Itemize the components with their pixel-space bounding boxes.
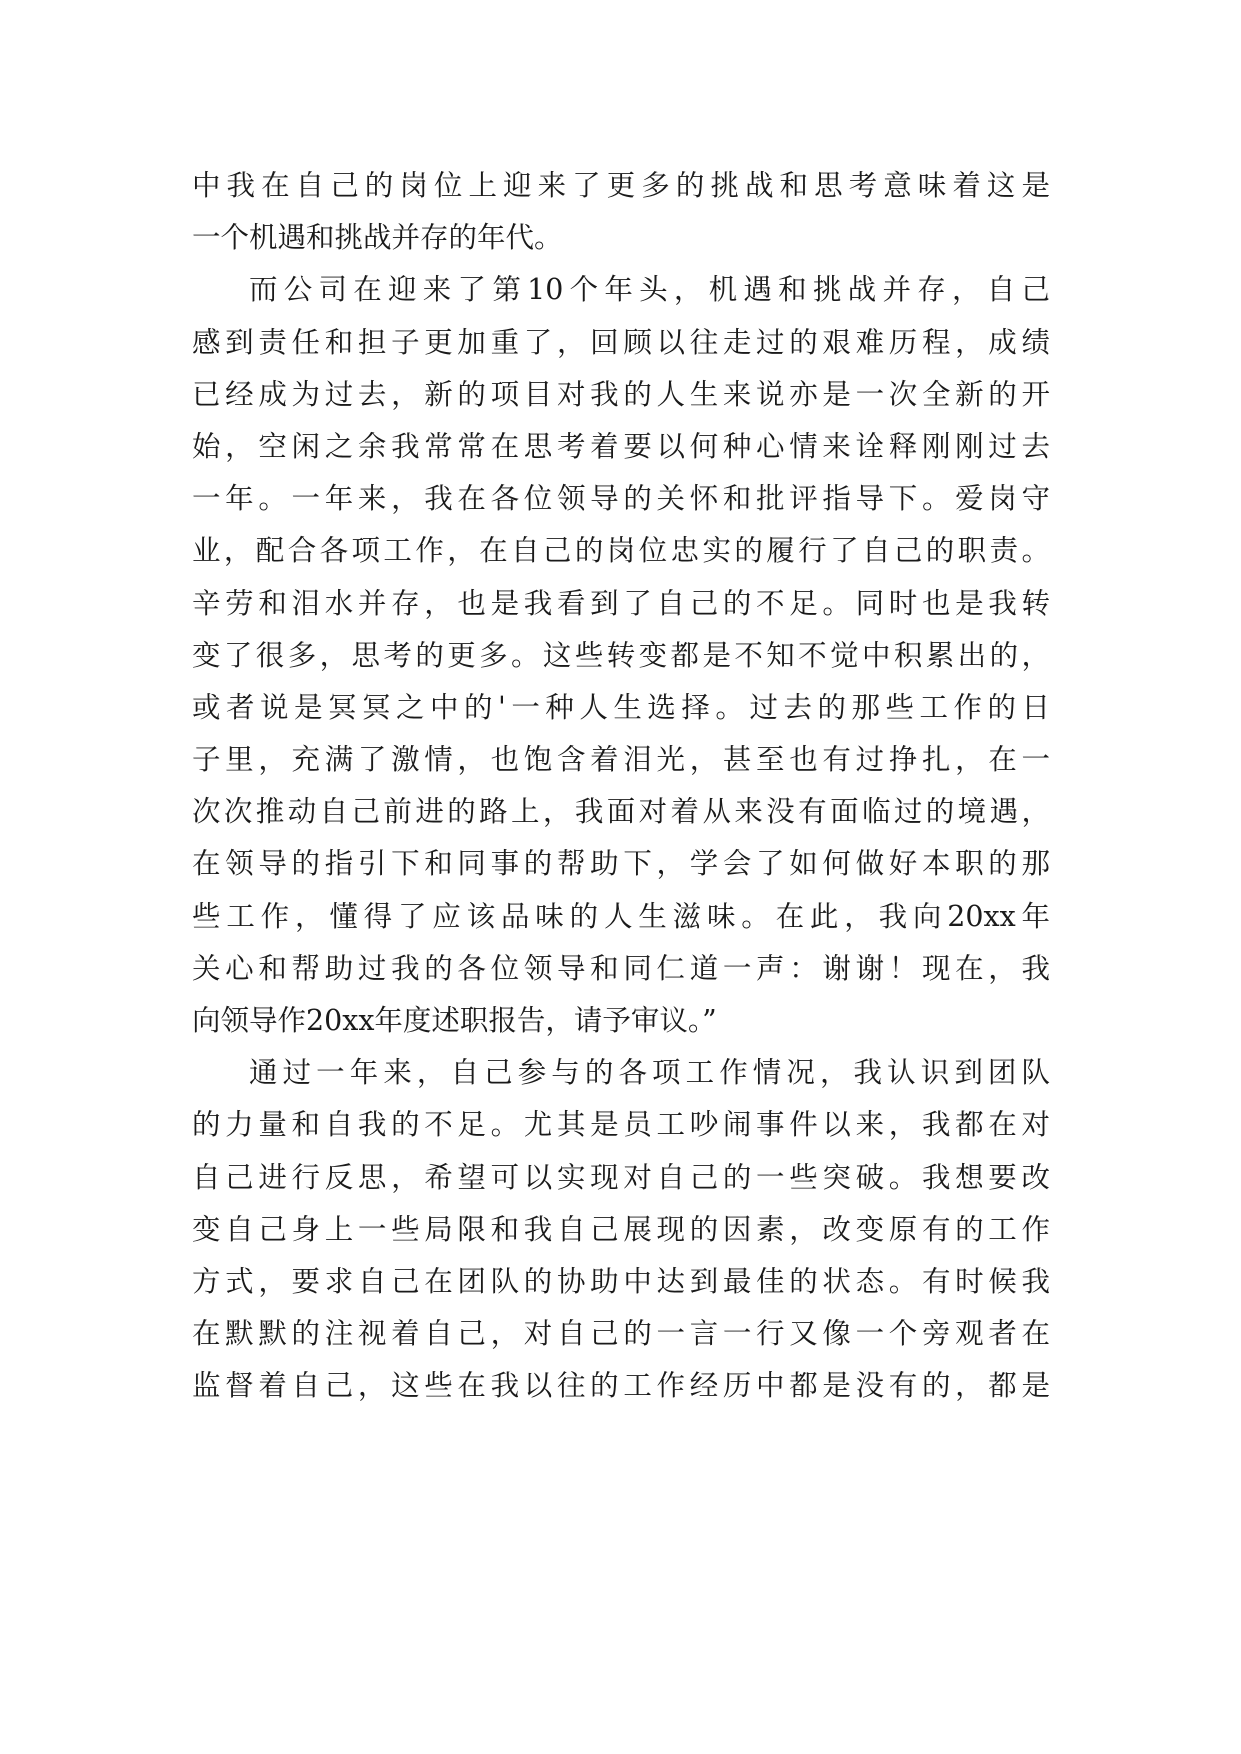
- text-line: 中我在自己的岗位上迎来了更多的挑战和思考意味着这是: [192, 169, 1050, 202]
- text-line: 业，配合各项工作，在自己的岗位忠实的履行了自己的职责。: [192, 534, 1050, 568]
- text-line: 辛劳和泪水并存，也是我看到了自己的不足。同时也是我转: [192, 586, 1050, 620]
- text-line: 的力量和自我的不足。尤其是员工吵闹事件以来，我都在对: [192, 1108, 1050, 1142]
- text-line: 子里，充满了激情，也饱含着泪光，甚至也有过挣扎，在一: [192, 743, 1050, 777]
- text-line: 在默默的注视着自己，对自己的一言一行又像一个旁观者在: [192, 1317, 1050, 1351]
- text-line: 向领导作20xx年度述职报告，请予审议。”: [192, 1004, 717, 1037]
- text-line: 感到责任和担子更加重了，回顾以往走过的艰难历程，成绩: [192, 325, 1050, 359]
- text-line: 关心和帮助过我的各位领导和同仁道一声：谢谢！现在，我: [192, 951, 1050, 985]
- text-line: 在领导的指引下和同事的帮助下，学会了如何做好本职的那: [192, 847, 1050, 881]
- text-line: 自己进行反思，希望可以实现对自己的一些突破。我想要改: [192, 1160, 1050, 1194]
- text-line: 方式，要求自己在团队的协助中达到最佳的状态。有时候我: [192, 1264, 1050, 1298]
- text-line: 变自己身上一些局限和我自己展现的因素，改变原有的工作: [192, 1212, 1050, 1246]
- text-line: 一个机遇和挑战并存的年代。: [192, 221, 563, 255]
- text-line: 监督着自己，这些在我以往的工作经历中都是没有的，都是: [192, 1369, 1050, 1403]
- text-line: 些工作，懂得了应该品味的人生滋味。在此，我向20xx年: [192, 899, 1050, 933]
- text-line: 或者说是冥冥之中的'一种人生选择。过去的那些工作的日: [192, 690, 1050, 724]
- text-line: 已经成为过去，新的项目对我的人生来说亦是一次全新的开: [192, 377, 1050, 411]
- text-line: 次次推动自己前进的路上，我面对着从来没有面临过的境遇，: [192, 795, 1050, 829]
- text-line: 一年。一年来，我在各位领导的关怀和批评指导下。爱岗守: [192, 482, 1050, 516]
- text-line: 变了很多，思考的更多。这些转变都是不知不觉中积累出的，: [192, 638, 1050, 672]
- text-line: 而公司在迎来了第10个年头，机遇和挑战并存，自己: [249, 273, 1050, 307]
- text-line: 始，空闲之余我常常在思考着要以何种心情来诠释刚刚过去: [192, 429, 1050, 463]
- body-text: [192, 160, 1050, 1413]
- text-line: 通过一年来，自己参与的各项工作情况，我认识到团队: [249, 1056, 1050, 1090]
